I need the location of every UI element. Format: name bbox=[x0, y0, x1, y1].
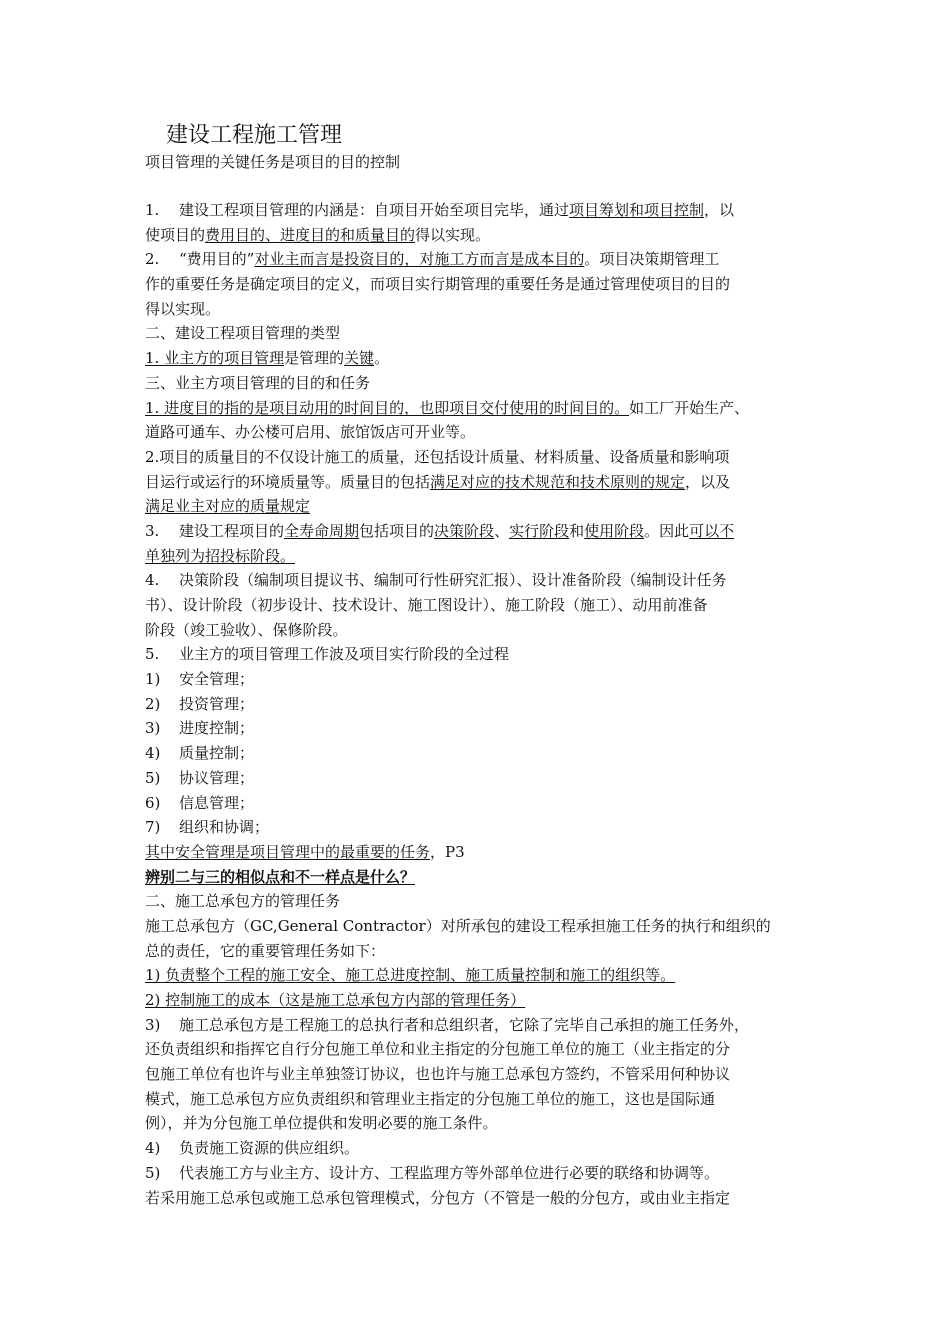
text-run: 作的重要任务是确定项目的定义，而项目实行期管理的重要任务是通过管理使项目的目的 bbox=[145, 275, 731, 294]
text-run: 全寿命周期 bbox=[284, 521, 360, 540]
text-run: ，以及 bbox=[685, 472, 731, 491]
text-run: 施工总承包方是工程施工的总执行者和总组织者，它除了完毕自己承担的施工任务外， bbox=[179, 1015, 750, 1034]
text-run: 项目筹划和项目控制 bbox=[569, 201, 705, 219]
list-number: 4) bbox=[145, 1139, 161, 1158]
text-line bbox=[145, 346, 813, 371]
text-line bbox=[145, 420, 813, 445]
text-line bbox=[145, 642, 813, 667]
text-run: 代表施工方与业主方、设计方、工程监理方等外部单位进行必要的联络和协调等。 bbox=[179, 1163, 720, 1182]
text-line bbox=[145, 865, 813, 890]
text-run: 阶段（竣工验收）、保修阶段。 bbox=[145, 620, 348, 639]
text-run: 模式，施工总承包方应负责组织和管理业主指定的分包施工单位的施工，这也是国际通 bbox=[145, 1089, 716, 1108]
text-line bbox=[145, 371, 813, 396]
text-line bbox=[145, 716, 813, 741]
text-run: 业主方的项目管理工作波及项目实行阶段的全过程 bbox=[179, 645, 510, 664]
text-run: 如工厂开始生产、 bbox=[629, 398, 750, 417]
list-number: 3) bbox=[145, 1015, 161, 1034]
text-line bbox=[145, 791, 813, 816]
text-run: 使用阶段 bbox=[584, 521, 645, 540]
text-line bbox=[145, 198, 813, 223]
text-line bbox=[145, 692, 813, 717]
text-run: 1. 业主方的项目管理 bbox=[145, 349, 285, 368]
text-run: 建设工程项目的 bbox=[179, 521, 285, 540]
text-line bbox=[145, 1111, 813, 1136]
list-number: 2. bbox=[145, 250, 160, 269]
text-line bbox=[145, 247, 813, 272]
list-number: 3. bbox=[145, 521, 160, 540]
text-run: 对业主而言是投资目的，对施工方而言是成本目的 bbox=[254, 250, 585, 269]
text-line bbox=[145, 593, 813, 618]
text-run: 施工总承包方（GC,General Contractor）对所承包的建设工程承担施工任务的执行和组织的 bbox=[145, 916, 771, 935]
text-line bbox=[145, 494, 813, 519]
text-run: 建设工程项目管理的内涵是：自项目开始至项目完毕，通过 bbox=[179, 201, 570, 219]
text-run: 安全管理； bbox=[179, 670, 255, 689]
text-line bbox=[145, 840, 813, 865]
text-run: 1) 负责整个工程的施工安全、施工总进度控制、施工质量控制和施工的组织等。 bbox=[145, 966, 676, 985]
text-run: ，P3 bbox=[430, 842, 465, 861]
text-line bbox=[145, 445, 813, 470]
text-run: 满足对应的技术规范和技术原则的规定 bbox=[430, 472, 686, 491]
text-run: 。因此 bbox=[644, 521, 690, 540]
text-line bbox=[145, 1186, 813, 1211]
text-run: 其中安全管理是项目管理中的最重要的任务 bbox=[145, 842, 431, 861]
list-number: 5) bbox=[145, 1163, 161, 1182]
text-run: ，以 bbox=[704, 201, 735, 219]
list-number: 5. bbox=[145, 645, 160, 664]
list-number: 4) bbox=[145, 744, 161, 763]
text-run: 投资管理； bbox=[179, 694, 255, 713]
text-run: 决策阶段 bbox=[434, 521, 495, 540]
text-line bbox=[145, 815, 813, 840]
text-line bbox=[145, 1037, 813, 1062]
text-line bbox=[145, 1161, 813, 1186]
text-line bbox=[145, 914, 813, 939]
list-number: 2) bbox=[145, 694, 161, 713]
text-run: 例），并为分包施工单位提供和发明必要的施工条件。 bbox=[145, 1114, 498, 1133]
list-number: 3) bbox=[145, 719, 161, 738]
text-line bbox=[145, 1087, 813, 1112]
text-run: 、 bbox=[494, 521, 510, 540]
text-run: 2.项目的质量目的不仅设计施工的质量，还包括设计质量、材料质量、设备质量和影响项 bbox=[145, 447, 730, 466]
text-run: 包括项目的 bbox=[359, 521, 435, 540]
text-run: 1. 进度目的指的是项目动用的时间目的，也即项目交付使用的时间目的。 bbox=[145, 398, 630, 417]
text-run: 协议管理； bbox=[179, 768, 255, 787]
text-run: 还负责组织和指挥它自行分包施工单位和业主指定的分包施工单位的施工（业主指定的分 bbox=[145, 1040, 731, 1059]
text-run: 目运行或运行的环境质量等。质量目的包括 bbox=[145, 472, 431, 491]
text-run: 组织和协调； bbox=[179, 818, 270, 837]
text-line bbox=[145, 544, 813, 569]
page-subtitle: 项目管理的关键任务是项目的目的控制 bbox=[145, 153, 401, 171]
text-run: 得以实现。 bbox=[145, 299, 221, 318]
page-title: 建设工程施工管理 bbox=[166, 123, 343, 148]
text-run: 总的责任，它的重要管理任务如下： bbox=[145, 941, 386, 960]
text-line bbox=[145, 939, 813, 964]
text-line bbox=[145, 396, 813, 421]
text-run: 信息管理； bbox=[179, 793, 255, 812]
list-number: 6) bbox=[145, 793, 161, 812]
text-run: 得以实现。 bbox=[415, 225, 491, 244]
text-line bbox=[145, 272, 813, 297]
text-run: 质量控制； bbox=[179, 744, 255, 763]
text-line bbox=[145, 568, 813, 593]
text-run: “费用目的” bbox=[179, 250, 255, 269]
text-run: 使项目的 bbox=[145, 225, 206, 244]
text-run: 二、建设工程项目管理的类型 bbox=[145, 324, 341, 343]
text-line bbox=[145, 766, 813, 791]
list-number: 1) bbox=[145, 670, 161, 689]
text-run: 辨别二与三的相似点和不一样点是什么？ bbox=[145, 867, 416, 886]
text-run: 书）、设计阶段（初步设计、技术设计、施工图设计）、施工阶段（施工）、动用前准备 bbox=[145, 596, 708, 614]
text-line bbox=[145, 297, 813, 322]
text-run: 和 bbox=[569, 521, 585, 540]
text-line bbox=[145, 470, 813, 495]
text-line bbox=[145, 618, 813, 643]
text-run: 负责施工资源的供应组织。 bbox=[179, 1139, 360, 1158]
document-body bbox=[145, 198, 813, 1210]
text-line bbox=[145, 963, 813, 988]
text-line bbox=[145, 321, 813, 346]
text-run: 二、施工总承包方的管理任务 bbox=[145, 892, 341, 911]
text-run: 三、业主方项目管理的目的和任务 bbox=[145, 373, 371, 392]
list-number: 4. bbox=[145, 571, 160, 590]
text-line bbox=[145, 1013, 813, 1038]
text-run: 单独列为招投标阶段。 bbox=[145, 546, 296, 565]
text-run: 可以不 bbox=[689, 521, 735, 540]
text-run: 费用目的、进度目的和质量目的 bbox=[205, 225, 416, 244]
text-line bbox=[145, 667, 813, 692]
list-number: 5) bbox=[145, 768, 161, 787]
text-line bbox=[145, 988, 813, 1013]
text-run: 道路可通车、办公楼可启用、旅馆饭店可开业等。 bbox=[145, 423, 476, 442]
text-run: 决策阶段（编制项目提议书、编制可行性研究汇报）、设计准备阶段（编制设计任务 bbox=[179, 571, 727, 590]
text-run: 包施工单位有也许与业主单独签订协议，也也许与施工总承包方签约，不管采用何种协议 bbox=[145, 1065, 731, 1084]
text-line bbox=[145, 519, 813, 544]
text-line bbox=[145, 741, 813, 766]
text-line bbox=[145, 1062, 813, 1087]
text-run: 关键 bbox=[344, 349, 375, 368]
text-line bbox=[145, 1136, 813, 1161]
text-run: 实行阶段 bbox=[509, 521, 570, 540]
text-run: 进度控制； bbox=[179, 719, 255, 738]
text-run: 满足业主对应的质量规定 bbox=[145, 497, 311, 516]
list-number: 7) bbox=[145, 818, 161, 837]
text-run: 2) 控制施工的成本（这是施工总承包方内部的管理任务） bbox=[145, 991, 526, 1009]
list-number: 1. bbox=[145, 201, 160, 219]
text-run: 若采用施工总承包或施工总承包管理模式，分包方（不管是一般的分包方，或由业主指定 bbox=[145, 1188, 731, 1207]
text-line bbox=[145, 223, 813, 248]
text-run: 是管理的 bbox=[284, 349, 345, 368]
text-run: 。项目决策期管理工 bbox=[584, 250, 720, 269]
text-run: 。 bbox=[374, 349, 390, 368]
text-line bbox=[145, 889, 813, 914]
